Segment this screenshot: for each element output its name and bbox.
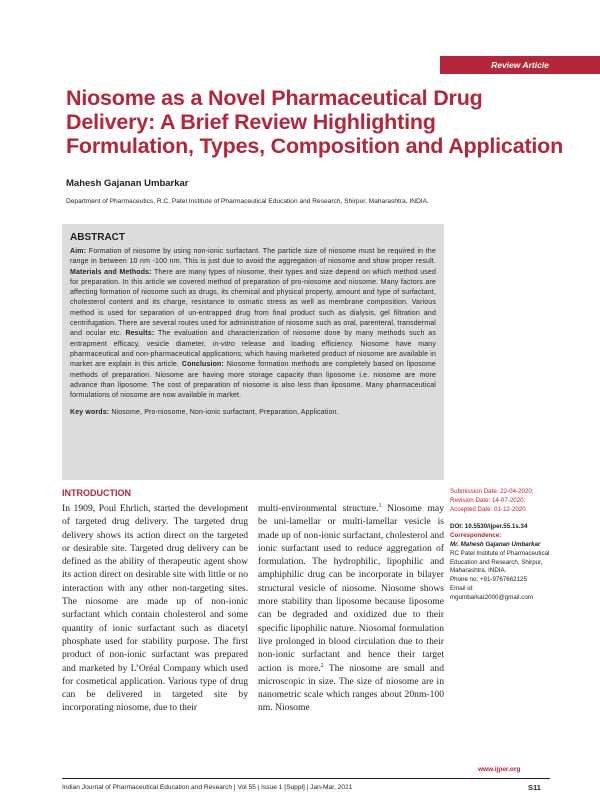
revision-date: Revision Date: 14-07-2020;: [450, 496, 526, 504]
correspondence-label: Correspondence:: [450, 532, 502, 540]
keywords-label: Key words:: [70, 409, 110, 417]
methods-label: Materials and Methods:: [70, 268, 152, 276]
aim-text: Formation of niosome by using non-ionic surfactant. The particle size of niosome must be required in the range in between 10 nm -100 nm. This is just due to avoid the aggregation of niosome and show proper result.: [70, 248, 436, 266]
introduction-column-2: [258, 502, 444, 715]
results-label: Results:: [125, 330, 155, 338]
col2-text-b: Niosome may be uni-lamellar or multi-lamellar vesicle is made up of non-ionic surfactant, cholesterol and ionic surfactant used to reduce aggregation of formulation. The hydrophilic, lipophilic and amphiphilic drug can be incorporate in bilayer structural vesicle of niosome. Niosome shows more stability than liposome because liposome can be degraded and oxidized due to their specific lipophilic nature. Niosomal formulation live prolonged in blood circulation due to their non-ionic surfactant and hence their target action is more.: [258, 503, 444, 674]
doi[interactable]: DOI: 10.5530/ijper.55.1s.34: [450, 523, 528, 531]
col2-text-a: multi-environmental structure.: [258, 503, 379, 514]
journal-website-link[interactable]: www.ijper.org: [478, 766, 521, 773]
article-type-badge: Review Article: [440, 56, 600, 74]
footer-divider: [62, 778, 550, 779]
corresponding-author: Mr. Mahesh Gajanan Umbarkar: [450, 540, 541, 548]
introduction-column-1: In 1909, Poul Ehrlich, started the development of targeted drug delivery. The targeted drug delivery shows its action direct on the targeted or desirable site. Targeted drug delivery can be defined as the ability of therapeutic agent show its action direct on desirable site with little or no interaction with any other non-targeting sites. The niosome are made up of non-ionic surfactant which contain cholesterol and some quantity of ionic surfactant such as diacetyl phosphate used for stability purpose. The first product of non-ionic surfactant was prepared and marketed by L’Oréal Company which used for cosmetical application. Various type of drug can be delivered in targeted site by incorporating niosome, due to their: [62, 503, 248, 714]
journal-footer: Indian Journal of Pharmaceutical Education and Research | Vol 55 | Issue 1 [Suppl] | Jan-Mar, 2021: [62, 784, 353, 791]
reference-1[interactable]: 1: [378, 502, 382, 509]
accepted-date: Accepted Date: 01-12-2020: [450, 505, 526, 513]
corresponding-phone: Phone no: +91-9767662125: [450, 576, 527, 584]
results-italic: in-vitro: [212, 340, 235, 348]
conclusion-label: Conclusion:: [181, 361, 224, 369]
introduction-heading: INTRODUCTION: [62, 488, 131, 498]
article-sidebar: [450, 488, 550, 603]
page-number: S11: [528, 783, 541, 792]
keywords-text: Niosome, Pro-niosome, Non-ionic surfactant, Preparation, Application.: [109, 409, 339, 417]
results-text-b: release and loading efficiency. Niosome have many pharmaceutical and non-pharmaceutical applications; which having marketed product of niosome are available in market are explain in this article.: [70, 340, 436, 369]
corresponding-address: RC Patel Institute of Pharmaceutical Education and Research, Shirpur, Maharashtra, INDIA.: [450, 549, 550, 575]
article-title: Niosome as a Novel Pharmaceutical Drug Delivery: A Brief Review Highlighting Formulation, Types, Composition and Application: [66, 86, 564, 158]
keywords: [70, 409, 436, 416]
col2-text-c: The niosome are small and microscopic in size. The size of niosome are in nanometric scale which ranges about 20nm-100 nm. Niosome: [258, 662, 445, 714]
abstract-body: [70, 247, 436, 401]
author-affiliation: Department of Pharmaceutics, R.C. Patel Institute of Pharmaceutical Education and Research, Shirpur, Maharashtra, INDIA.: [66, 198, 429, 205]
conclusion-text: Niosome formation methods are completely based on liposome methods of preparation. Niosome are having more storage capacity than liposome i.e. niosome are more advance than liposome. The cost of preparation of niosome is also less than liposome. Many pharmaceutical formulations of niosome are now available in market.: [70, 361, 436, 400]
methods-text: There are many types of niosome, their types and size depend on which method used for preparation. In this article we covered method of preparation of pro-niosome and niosome. Many factors are affecting formation of niosome such as drugs, its chemical and physical property, amount and type of surfactant, cholesterol content and its charge, resistance to osmatic stress as well as membrane composition. Various method is used for separation of un-entrapped drug from final product such as dialysis, gel filtration and centrifugation. There are several routes used for administration of niosome such as oral, parenteral, transdermal and ocular etc.: [70, 268, 436, 338]
submission-date: Submission Date: 22-04-2020;: [450, 488, 534, 495]
abstract-heading: ABSTRACT: [70, 232, 125, 243]
abstract-box: [62, 224, 444, 480]
results-text-a: The evaluation and characterization of niosome done by many methods such as entrapment efficacy, vesicle diameter,: [70, 330, 437, 348]
reference-2[interactable]: 2: [320, 662, 324, 669]
author-name: Mahesh Gajanan Umbarkar: [66, 178, 189, 189]
corresponding-email[interactable]: Email id: mgumbarkar2000@gmail.com: [450, 584, 533, 601]
aim-label: Aim:: [70, 248, 87, 255]
